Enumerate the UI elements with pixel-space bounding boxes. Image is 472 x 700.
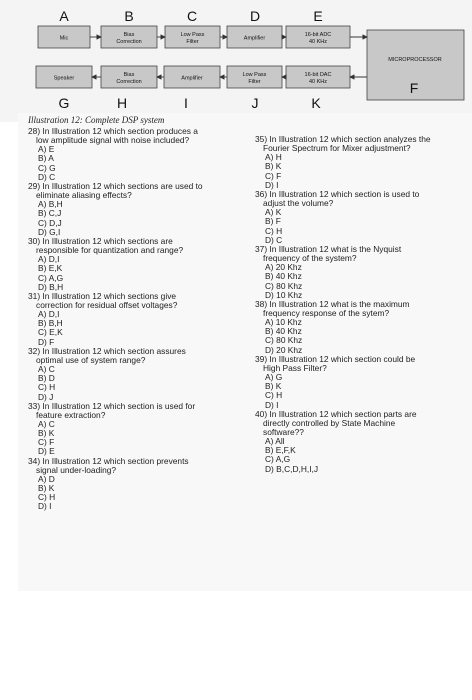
left-answer-option: A) C	[38, 364, 55, 375]
left-answer-option: C) H	[38, 492, 56, 503]
left-question: 34) In Illustration 12 which section prevents	[28, 455, 189, 466]
right-answer-option: B) F	[265, 216, 281, 227]
right-answer-option: C) 80 Khz	[265, 335, 303, 346]
right-answer-option: D) B,C,D,H,I,J	[265, 463, 319, 474]
right-answer-option: C) H	[265, 390, 283, 401]
right-question-continuation: directly controlled by State Machine	[263, 417, 396, 428]
low-pass-filter-bottom-label: Low Pass	[242, 72, 267, 78]
right-question-continuation: High Pass Filter?	[263, 362, 327, 373]
left-question: 28) In Illustration 12 which section produces a	[28, 126, 198, 136]
bottom-letter-K: K	[311, 95, 321, 111]
low-pass-filter-bottom-sublabel: Filter	[248, 79, 261, 85]
bottom-letter-H: H	[116, 95, 128, 111]
right-question-continuation: software??	[263, 427, 304, 437]
left-answer-option: C) E,K	[38, 327, 63, 338]
right-question: 37) In Illustration 12 what is the Nyquist	[255, 243, 402, 254]
left-question-column	[28, 127, 203, 512]
low-pass-filter-top-sublabel: Filter	[186, 39, 199, 45]
right-answer-option: A) H	[265, 152, 282, 163]
bias-correction-top-sublabel: Correction	[116, 39, 142, 45]
right-answer-option: D) 10 Khz	[265, 289, 303, 300]
top-letter-B: B	[124, 8, 134, 24]
left-answer-option: B) D	[38, 373, 55, 384]
left-question-continuation: eliminate aliasing effects?	[36, 190, 132, 201]
left-answer-option: B) A	[38, 153, 54, 164]
top-letter-E: E	[313, 8, 323, 24]
left-question: 30) In Illustration 12 which sections are	[28, 235, 173, 246]
left-answer-option: B) K	[38, 428, 55, 439]
adc-sublabel: 40 KHz	[308, 39, 328, 45]
bias-correction-bottom-label: Bias	[123, 72, 135, 78]
right-answer-option: C) H	[265, 225, 283, 236]
left-answer-option: D) B,H	[38, 281, 64, 292]
right-question-continuation: Fourier Spectrum for Mixer adjustment?	[263, 143, 411, 154]
left-answer-option: D) J	[38, 391, 54, 402]
right-answer-option: C) F	[265, 170, 282, 181]
top-letter-D: D	[249, 8, 261, 24]
right-answer-option: A) 20 Khz	[265, 262, 302, 273]
left-answer-option: A) B,H	[38, 199, 63, 210]
mic-label: Mic	[59, 35, 69, 42]
right-question: 35) In Illustration 12 which section analyzes the	[255, 134, 431, 144]
right-answer-option: A) All	[265, 436, 285, 447]
left-question-continuation: responsible for quantization and range?	[36, 245, 184, 256]
right-answer-option: B) E,F,K	[265, 445, 296, 456]
left-answer-option: B) K	[38, 483, 55, 494]
left-answer-option: C) D,J	[38, 217, 62, 228]
left-answer-option: D) E	[38, 446, 55, 457]
diagram-svg	[0, 0, 472, 122]
right-question-continuation: adjust the volume?	[263, 198, 334, 209]
left-question: 33) In Illustration 12 which section is used for	[28, 400, 196, 411]
amplifier-bottom-label: Amplifier	[181, 75, 203, 82]
left-answer-option: D) I	[38, 501, 52, 512]
illustration-title: Illustration 12: Complete DSP system	[28, 115, 165, 125]
right-answer-option: A) 10 Khz	[265, 317, 302, 328]
right-answer-option: D) I	[265, 179, 279, 190]
left-answer-option: B) E,K	[38, 263, 63, 274]
left-question: 32) In Illustration 12 which section assures	[28, 345, 186, 356]
left-answer-option: C) H	[38, 382, 56, 393]
bias-correction-bottom-sublabel: Correction	[116, 79, 142, 85]
left-question: 31) In Illustration 12 which sections give	[28, 290, 177, 301]
left-answer-option: D) C	[38, 171, 56, 182]
right-question-continuation: frequency response of the sytem?	[263, 307, 390, 318]
left-question-continuation: optimal use of system range?	[36, 354, 146, 365]
left-answer-option: A) D,I	[38, 254, 60, 265]
bottom-letter-G: G	[58, 95, 70, 111]
left-answer-option: A) C	[38, 419, 55, 429]
speaker-label: Speaker	[53, 75, 75, 82]
right-letter-F: F	[409, 80, 419, 96]
left-question-continuation: signal under-loading?	[36, 464, 117, 475]
right-question: 36) In Illustration 12 which section is used to	[255, 188, 420, 199]
right-answer-option: D) 20 Khz	[265, 344, 303, 355]
right-answer-option: A) K	[265, 207, 282, 218]
right-answer-option: C) 80 Khz	[265, 280, 303, 291]
dac-label: 16-bit DAC	[304, 72, 332, 78]
left-answer-option: D) G,I	[38, 226, 61, 237]
top-letter-A: A	[59, 8, 69, 24]
question-sheet	[18, 113, 472, 591]
right-answer-option: B) 40 Khz	[265, 271, 302, 282]
adc-label: 16-bit ADC	[304, 32, 332, 38]
right-answer-option: B) 40 Khz	[265, 326, 302, 337]
left-question-continuation: low amplitude signal with noise included?	[36, 135, 190, 146]
left-answer-option: A) D,I	[38, 309, 60, 320]
bottom-letter-I: I	[184, 95, 188, 111]
left-answer-option: C) G	[38, 162, 56, 173]
dsp-block-diagram	[0, 0, 472, 122]
right-question: 38) In Illustration 12 what is the maximum	[255, 298, 410, 309]
right-question: 39) In Illustration 12 which section could be	[255, 353, 416, 364]
left-answer-option: C) A,G	[38, 272, 64, 283]
bias-correction-top-label: Bias	[123, 32, 135, 38]
left-answer-option: B) C,J	[38, 208, 62, 219]
right-answer-option: D) I	[265, 399, 279, 410]
top-letter-C: C	[186, 8, 198, 24]
dac-sublabel: 40 KHz	[308, 79, 328, 85]
left-answer-option: A) E	[38, 144, 55, 155]
left-question-continuation: correction for residual offset voltages?	[36, 299, 178, 310]
right-answer-option: B) K	[265, 161, 282, 172]
right-answer-option: D) C	[265, 234, 283, 245]
left-answer-option: C) F	[38, 437, 55, 448]
amplifier-top-label: Amplifier	[243, 35, 266, 42]
microprocessor-label: MICROPROCESSOR	[388, 57, 442, 63]
left-answer-option: D) F	[38, 336, 55, 347]
right-answer-option: C) A,G	[265, 454, 291, 465]
left-answer-option: A) D	[38, 473, 55, 484]
right-answer-option: B) K	[265, 381, 282, 392]
right-answer-option: A) G	[265, 372, 283, 383]
right-question-continuation: frequency of the system?	[263, 253, 357, 264]
left-question: 29) In Illustration 12 which sections are used to	[28, 180, 203, 191]
low-pass-filter-top-label: Low Pass	[180, 32, 205, 38]
left-answer-option: B) B,H	[38, 318, 63, 329]
right-question: 40) In Illustration 12 which section parts are	[255, 408, 417, 419]
left-question-continuation: feature extraction?	[36, 409, 106, 420]
bottom-letter-J: J	[251, 95, 259, 111]
right-question-column	[255, 135, 431, 474]
